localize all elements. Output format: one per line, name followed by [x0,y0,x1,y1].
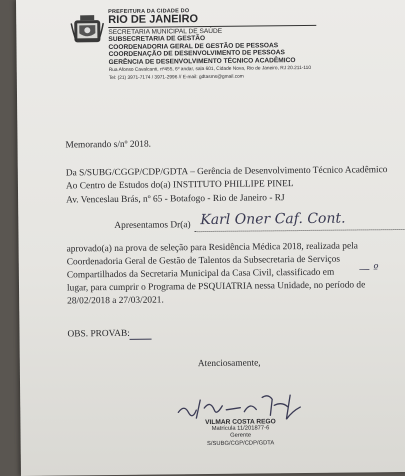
header-line-3: COORDENAÇÃO DE DESENVOLVIMENTO DE PESSOAS [108,49,285,59]
letterhead [108,7,339,82]
header-line-1: SUBSECRETARIA DE GESTÃO [108,35,206,44]
header-address: Rua Afonso Cavalcanti, nº455, 6º andar, sala 601, Cidade Nova, Rio de Janeiro, RJ 20.211-110 [108,65,312,74]
para-line-4: Compartilhados da Secretaria Municipal da Casa Civil, classificado em [66,267,335,281]
header-phone: Tel: (21) 3971-7174 / 3971-2996 // E-mail: gdtasms@gmail.com [108,74,244,81]
para-line-2: aprovado(a) na prova de seleção para Residência Médica 2018, realizada pela [66,241,358,255]
memo-intro: Apresentamos Dr(a) [114,220,191,231]
secretaria-label: SECRETARIA MUNICIPAL DE SAÚDE [108,27,223,37]
memo-address: Av. Venceslau Brás, nº 65 - Botafogo - Rio de Janeiro - RJ [66,193,285,206]
header-line-2: COORDENADORIA GERAL DE GESTÃO DE PESSOAS [108,42,279,51]
signature-block [180,418,300,448]
para-line-3: Coordenadoria Geral de Gestão de Talentos da Subsecretaria de Serviços [66,254,341,268]
closing: Atenciosamente, [197,358,261,370]
signer-name: VILMAR COSTA REGO [205,418,276,427]
signer-matricula: Matrícula 11/201877-6 [211,425,270,433]
handwritten-name: Karl Oner Caf. Cont. [200,210,346,229]
signer-unit: S/SUBG/CGP/CDP/GDTA [207,439,275,447]
memo-number: Memorando s/nº 2018. [65,139,152,151]
memo-document [16,0,405,476]
signer-role: Gerente [230,432,252,440]
handwritten-place: — º [358,262,379,276]
para-line-5: lugar, para cumprir o Programa de PSQUIATRIA nessa Unidade, no período de [66,280,366,294]
header-line-4: GERÊNCIA DE DESENVOLVIMENTO TÉCNICO ACADÊMICO [108,56,296,66]
city-coat-of-arms-icon [70,13,104,45]
city-name: RIO DE JANEIRO [108,13,199,27]
prefeitura-label: PREFEITURA DA CIDADE DO [108,8,190,16]
memo-from: Da S/SUBG/CGGP/CDP/GDTA – Gerência de Desenvolvimento Técnico Acadêmico [65,165,388,179]
name-line [194,229,405,232]
memo-to: Ao Centro de Estudos do(a) INSTITUTO PHILLIPE PINEL [65,179,294,192]
para-line-6: 28/02/2018 a 27/03/2021. [67,295,164,307]
obs-provab-mark [130,339,152,340]
obs-provab-label: OBS. PROVAB: [67,328,130,340]
